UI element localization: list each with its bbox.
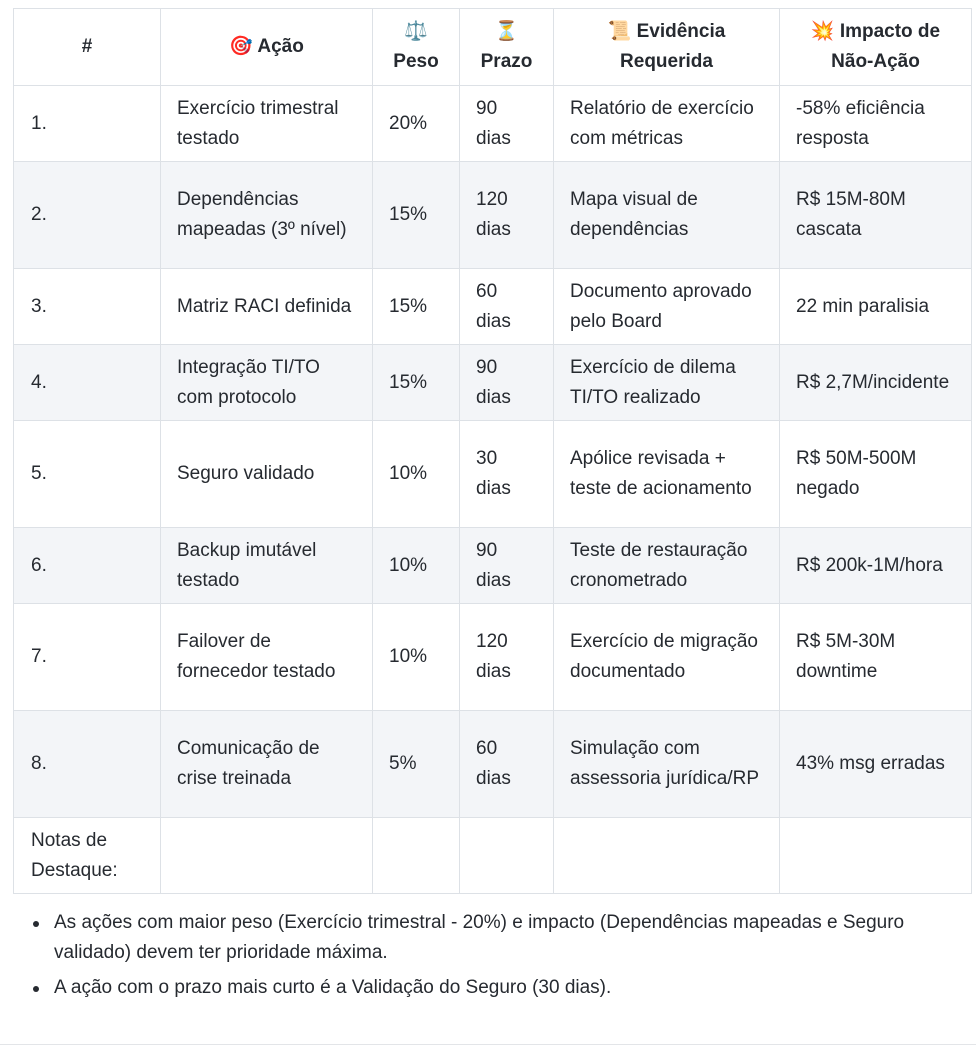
row-peso: 5% bbox=[373, 711, 460, 818]
row-number: 5. bbox=[14, 421, 161, 528]
row-number: 4. bbox=[14, 345, 161, 421]
row-acao: Dependências mapeadas (3º nível) bbox=[161, 162, 373, 269]
empty-cell bbox=[373, 818, 460, 894]
bullet-icon bbox=[33, 986, 39, 992]
row-prazo: 60 dias bbox=[460, 269, 554, 345]
row-evidencia: Apólice revisada + teste de acionamento bbox=[554, 421, 780, 528]
row-peso: 10% bbox=[373, 604, 460, 711]
priority-table-container bbox=[13, 8, 971, 894]
bullet-icon bbox=[33, 921, 39, 927]
row-peso: 20% bbox=[373, 86, 460, 162]
row-acao: Comunicação de crise treinada bbox=[161, 711, 373, 818]
header-evidencia bbox=[554, 9, 780, 86]
header-prazo bbox=[460, 9, 554, 86]
row-prazo: 90 dias bbox=[460, 86, 554, 162]
table-row bbox=[14, 528, 972, 604]
row-impacto: 22 min paralisia bbox=[780, 269, 972, 345]
row-peso: 10% bbox=[373, 421, 460, 528]
row-evidencia: Documento aprovado pelo Board bbox=[554, 269, 780, 345]
table-row bbox=[14, 86, 972, 162]
table-header-row bbox=[14, 9, 972, 86]
header-peso-label: Peso bbox=[393, 51, 439, 72]
empty-cell bbox=[161, 818, 373, 894]
note-text: As ações com maior peso (Exercício trimestral - 20%) e impacto (Dependências mapeadas e Seguro validado) devem ter prioridade máxima. bbox=[54, 912, 905, 963]
row-evidencia: Exercício de migração documentado bbox=[554, 604, 780, 711]
notes-list bbox=[28, 908, 958, 1008]
header-prazo-label: Prazo bbox=[480, 51, 533, 72]
row-evidencia: Simulação com assessoria jurídica/RP bbox=[554, 711, 780, 818]
row-peso: 10% bbox=[373, 528, 460, 604]
header-acao bbox=[161, 9, 373, 86]
list-item bbox=[28, 908, 958, 968]
row-prazo: 120 dias bbox=[460, 604, 554, 711]
header-evidencia-label-1: Evidência bbox=[636, 21, 726, 42]
row-evidencia: Relatório de exercício com métricas bbox=[554, 86, 780, 162]
row-prazo: 30 dias bbox=[460, 421, 554, 528]
row-number: 1. bbox=[14, 86, 161, 162]
empty-cell bbox=[460, 818, 554, 894]
divider bbox=[0, 1044, 976, 1045]
scroll-icon: 📜 bbox=[607, 21, 632, 42]
header-peso bbox=[373, 9, 460, 86]
row-prazo: 90 dias bbox=[460, 345, 554, 421]
list-item bbox=[28, 973, 958, 1003]
row-acao: Exercício trimestral testado bbox=[161, 86, 373, 162]
row-impacto: R$ 5M-30M downtime bbox=[780, 604, 972, 711]
header-number: # bbox=[14, 9, 161, 86]
row-impacto: R$ 50M-500M negado bbox=[780, 421, 972, 528]
row-number: 8. bbox=[14, 711, 161, 818]
row-impacto: -58% eficiência resposta bbox=[780, 86, 972, 162]
header-impacto bbox=[780, 9, 972, 86]
priority-actions-table bbox=[13, 8, 972, 894]
header-evidencia-label-2: Requerida bbox=[620, 51, 713, 72]
header-impacto-label-1: Impacto de bbox=[839, 21, 941, 42]
table-row bbox=[14, 345, 972, 421]
empty-cell bbox=[554, 818, 780, 894]
row-evidencia: Teste de restauração cronometrado bbox=[554, 528, 780, 604]
row-number: 7. bbox=[14, 604, 161, 711]
row-impacto: 43% msg erradas bbox=[780, 711, 972, 818]
row-acao: Failover de fornecedor testado bbox=[161, 604, 373, 711]
notes-label: Notas de Destaque: bbox=[14, 818, 161, 894]
table-row bbox=[14, 604, 972, 711]
scale-icon: ⚖️ bbox=[404, 21, 428, 42]
row-impacto: R$ 2,7M/incidente bbox=[780, 345, 972, 421]
row-number: 2. bbox=[14, 162, 161, 269]
row-number: 3. bbox=[14, 269, 161, 345]
row-evidencia: Mapa visual de dependências bbox=[554, 162, 780, 269]
row-peso: 15% bbox=[373, 345, 460, 421]
table-row bbox=[14, 421, 972, 528]
note-text: A ação com o prazo mais curto é a Validação do Seguro (30 dias). bbox=[54, 977, 612, 998]
row-peso: 15% bbox=[373, 162, 460, 269]
row-prazo: 60 dias bbox=[460, 711, 554, 818]
table-row bbox=[14, 162, 972, 269]
header-acao-label: Ação bbox=[257, 36, 304, 57]
notes-row bbox=[14, 818, 972, 894]
row-acao: Backup imutável testado bbox=[161, 528, 373, 604]
row-number: 6. bbox=[14, 528, 161, 604]
collision-icon: 💥 bbox=[810, 21, 835, 42]
empty-cell bbox=[780, 818, 972, 894]
row-prazo: 90 dias bbox=[460, 528, 554, 604]
row-prazo: 120 dias bbox=[460, 162, 554, 269]
row-peso: 15% bbox=[373, 269, 460, 345]
row-impacto: R$ 200k-1M/hora bbox=[780, 528, 972, 604]
row-acao: Matriz RACI definida bbox=[161, 269, 373, 345]
row-impacto: R$ 15M-80M cascata bbox=[780, 162, 972, 269]
row-acao: Integração TI/TO com protocolo bbox=[161, 345, 373, 421]
table-row bbox=[14, 269, 972, 345]
header-impacto-label-2: Não-Ação bbox=[831, 51, 920, 72]
hourglass-icon: ⏳ bbox=[494, 21, 519, 42]
row-evidencia: Exercício de dilema TI/TO realizado bbox=[554, 345, 780, 421]
row-acao: Seguro validado bbox=[161, 421, 373, 528]
table-row bbox=[14, 711, 972, 818]
target-icon: 🎯 bbox=[229, 36, 253, 57]
